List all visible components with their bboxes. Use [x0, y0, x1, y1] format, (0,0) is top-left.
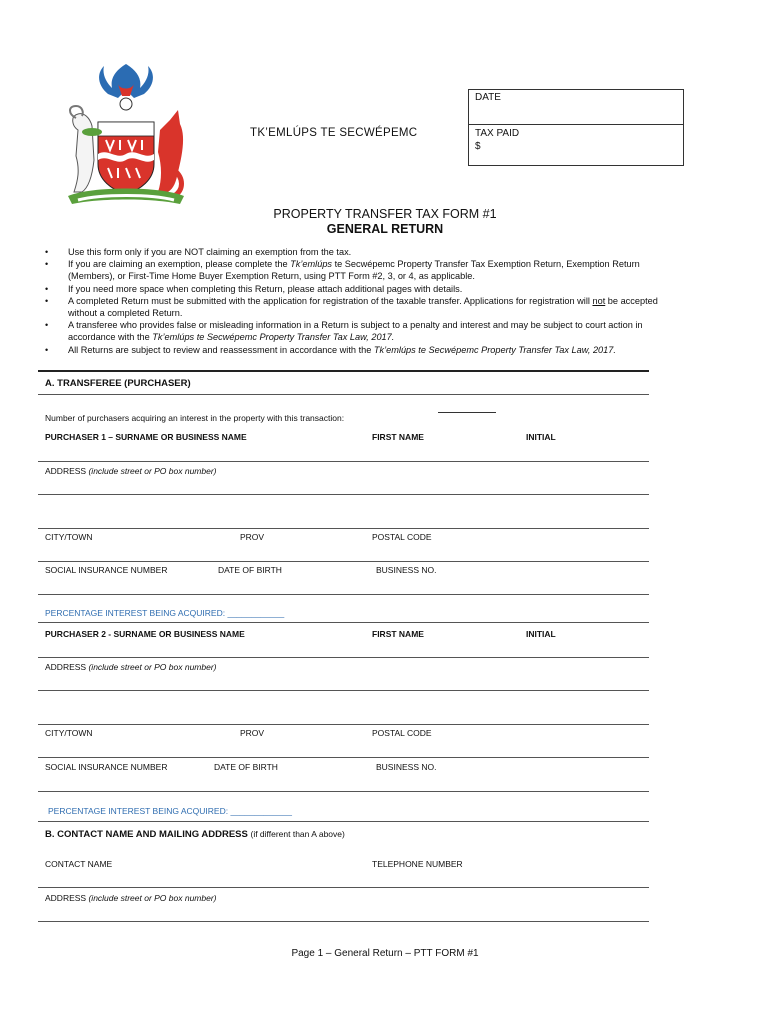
- purchaser2-postal-label: POSTAL CODE: [372, 728, 432, 738]
- date-label: DATE: [475, 92, 501, 103]
- field-rule: [38, 622, 649, 623]
- instruction-underline: not: [592, 295, 606, 306]
- instruction-text: be accepted without a completed Return.: [68, 295, 658, 319]
- purchaser1-postal-label: POSTAL CODE: [372, 532, 432, 542]
- field-rule: [38, 494, 649, 495]
- instruction-item: [40, 344, 680, 356]
- instruction-text: If you need more space when completing this Return, please attach additional pages with details.: [68, 283, 463, 294]
- purchaser2-business-no-label: BUSINESS NO.: [376, 762, 437, 772]
- purchaser2-city-label: CITY/TOWN: [45, 728, 93, 738]
- instruction-text: If you are claiming an exemption, please complete the: [68, 259, 291, 270]
- purchaser2-surname-label: PURCHASER 2 - SURNAME OR BUSINESS NAME: [45, 629, 245, 639]
- purchaser1-percentage-interest[interactable]: PERCENTAGE INTEREST BEING ACQUIRED: ____________: [45, 608, 285, 618]
- tax-paid-currency: $: [475, 141, 481, 152]
- instruction-text: Use this form only if you are NOT claiming an exemption from the tax.: [68, 247, 352, 257]
- box-divider: [469, 124, 683, 125]
- purchaser2-prov-label: PROV: [240, 728, 265, 738]
- section-b-heading-text: B. CONTACT NAME AND MAILING ADDRESS: [45, 829, 251, 840]
- purchaser1-prov-label: PROV: [240, 532, 265, 542]
- purchaser2-first-name-label: FIRST NAME: [372, 629, 424, 639]
- field-rule: [38, 690, 649, 691]
- purchaser1-surname-label: PURCHASER 1 – SURNAME OR BUSINESS NAME: [45, 432, 247, 442]
- field-rule: [38, 561, 649, 562]
- field-rule: [38, 821, 649, 822]
- address-label-text: ADDRESS: [45, 662, 89, 672]
- purchaser1-city-label: CITY/TOWN: [45, 532, 93, 542]
- num-purchasers-field[interactable]: [438, 412, 496, 413]
- instruction-item: [40, 258, 680, 282]
- section-a-heading: A. TRANSFEREE (PURCHASER): [45, 378, 191, 389]
- date-tax-paid-box: [468, 89, 684, 166]
- purchaser2-sin-label: SOCIAL INSURANCE NUMBER: [45, 762, 168, 772]
- num-purchasers-label: Number of purchasers acquiring an interest in the property with this transaction:: [45, 413, 345, 423]
- purchaser2-initial-label: INITIAL: [526, 629, 556, 639]
- tax-paid-label: TAX PAID: [475, 128, 520, 139]
- section-a-top-rule: [38, 370, 649, 372]
- field-rule: [38, 528, 649, 529]
- contact-name-label: CONTACT NAME: [45, 859, 113, 869]
- purchaser1-first-name-label: FIRST NAME: [372, 432, 424, 442]
- field-rule: [38, 594, 649, 595]
- section-a-heading-rule: [38, 394, 649, 395]
- purchaser1-initial-label: INITIAL: [526, 432, 556, 442]
- field-rule: [38, 887, 649, 888]
- address-label-note: (include street or PO box number): [88, 662, 217, 672]
- organization-name: TK’EMLÚPS TE SECWÉPEMC: [250, 127, 418, 139]
- instruction-item: [40, 319, 680, 343]
- address-label-note: (include street or PO box number): [88, 466, 217, 476]
- instruction-italic: Tk’emlúps te Secwépemc Property Transfer Tax Law, 2017.: [152, 332, 395, 343]
- contact-address-label: [45, 893, 217, 903]
- instruction-text: All Returns are subject to review and reassessment in accordance with the: [68, 344, 374, 355]
- purchaser1-business-no-label: BUSINESS NO.: [376, 565, 437, 575]
- coat-of-arms-logo: [62, 60, 190, 208]
- instruction-italic: Tk’emlúps: [290, 259, 333, 270]
- address-label-note: (include street or PO box number): [88, 893, 217, 903]
- page-footer: Page 1 – General Return – PTT FORM #1: [291, 948, 479, 959]
- purchaser1-sin-label: SOCIAL INSURANCE NUMBER: [45, 565, 168, 575]
- address-label-text: ADDRESS: [45, 893, 89, 903]
- field-rule: [38, 461, 649, 462]
- field-rule: [38, 791, 649, 792]
- purchaser2-address-label: [45, 662, 217, 672]
- instruction-italic: Tk’emlúps te Secwépemc Property Transfer Tax Law, 2017.: [373, 344, 616, 355]
- section-b-heading: [45, 829, 345, 840]
- field-rule: [38, 657, 649, 658]
- form-title: PROPERTY TRANSFER TAX FORM #1: [273, 207, 497, 221]
- purchaser2-dob-label: DATE OF BIRTH: [214, 762, 278, 772]
- instruction-item: [40, 283, 680, 295]
- section-b-heading-note: (if different than A above): [250, 829, 345, 839]
- instruction-text: A transferee who provides false or misleading information in a Return is subject to a penalty and interest and may be subject to court action in accordance with the: [68, 320, 643, 343]
- instruction-item: [40, 246, 680, 258]
- field-rule: [38, 921, 649, 922]
- instructions-list: [40, 246, 680, 356]
- address-label-text: ADDRESS: [45, 466, 89, 476]
- purchaser2-percentage-interest[interactable]: PERCENTAGE INTEREST BEING ACQUIRED: _____________: [48, 806, 292, 816]
- form-subtitle: GENERAL RETURN: [326, 222, 444, 236]
- telephone-number-label: TELEPHONE NUMBER: [372, 859, 463, 869]
- field-rule: [38, 724, 649, 725]
- instruction-text: A completed Return must be submitted with the application for registration of the taxable transfer. Applications for registration will: [68, 295, 593, 306]
- purchaser1-dob-label: DATE OF BIRTH: [218, 565, 282, 575]
- instruction-item: [40, 295, 680, 319]
- instruction-text: te Secwépemc Property Transfer Tax Exemption Return, Exemption Return (Members), or First-Time Home Buyer Exemption Return, using PTT Form #2, 3, or 4, as applicable.: [68, 259, 640, 282]
- purchaser1-address-label: [45, 466, 217, 476]
- field-rule: [38, 757, 649, 758]
